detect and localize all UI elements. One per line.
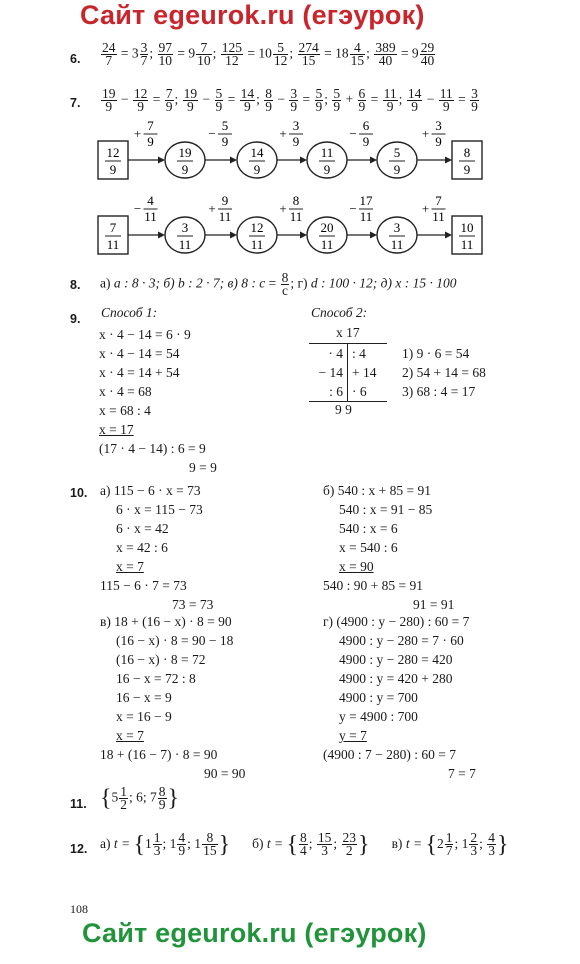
equation-line: (16 − x) · 8 = 72	[116, 652, 206, 667]
chain-node-denominator: 11	[320, 237, 334, 252]
method-2-step: 2) 54 + 14 = 68	[402, 365, 486, 380]
chain-op-denominator: 11	[432, 209, 445, 224]
improper-fraction: $\frac{389}{40}$	[375, 40, 396, 68]
chain-arrowhead	[230, 232, 237, 239]
fraction: $\frac{4}{3}$	[488, 830, 495, 858]
chain-op-denominator: 11	[289, 209, 303, 224]
equation-line: x = 16 − 9	[116, 709, 172, 724]
chain-node-numerator: 10	[460, 220, 474, 235]
chain-op-denominator: 9	[147, 134, 154, 149]
equation-line: (4900 : 7 − 280) : 60 = 7	[323, 747, 456, 762]
mixed-fraction-part: $\frac{3}{7}$	[140, 40, 148, 68]
exercise-number-6: 6.	[70, 52, 81, 66]
fraction: $\frac{1}{3}$	[153, 830, 161, 858]
method-1-title: Способ 1:	[101, 305, 158, 320]
chain-arrowhead	[300, 157, 307, 164]
chain-op-sign: −	[349, 126, 357, 141]
chain-node-denominator: 11	[106, 237, 120, 252]
fraction: $\frac{3}{9}$	[290, 86, 298, 114]
exercise-6-line: $\frac{24}{7}$ = 3 $\frac{3}{7}$ ; $\frac{97}{10}$ = 9 $\frac{7}{10}$ ; $\frac{125}{12}$ = 10 $\frac{5}{12}$ ; $\frac{274}{15}$ = 18 $\frac{4}{15}$ ; $\frac{389}{40}$ = 9 $\frac{29}{40}$	[102, 40, 435, 68]
fraction: $\frac{8}{15}$	[203, 830, 217, 858]
method-2-left	[315, 344, 343, 401]
equation-line: 16 − x = 72 : 8	[116, 671, 196, 686]
fraction: $\frac{15}{3}$	[317, 830, 332, 858]
chain-op-sign: +	[279, 201, 287, 216]
chain-node-denominator: 9	[253, 162, 261, 177]
chain-node-denominator: 9	[393, 162, 401, 177]
page-number: 108	[70, 902, 88, 916]
fraction: $\frac{14}{9}$	[407, 86, 422, 114]
equation-line: 4900 : y = 700	[339, 690, 418, 705]
chain-op-denominator: 11	[218, 209, 232, 224]
equation-line: 6 · x = 115 − 73	[116, 502, 203, 517]
equation-line: 115 − 6 · 7 = 73	[100, 578, 187, 593]
exercise-12-b: б) t = { $\frac{8}{4}$ ; $\frac{15}{3}$ ; $\frac{23}{2}$ }	[252, 830, 370, 858]
chain-arrowhead	[445, 232, 452, 239]
mixed-fraction-part: $\frac{4}{15}$	[350, 40, 365, 68]
equation-line: в) 18 + (16 − x) · 8 = 90	[100, 614, 232, 629]
method-1-line: x = 17	[99, 422, 134, 437]
improper-fraction: $\frac{274}{15}$	[298, 40, 319, 68]
improper-fraction: $\frac{125}{12}$	[221, 40, 243, 68]
chain-node-denominator: 11	[250, 237, 264, 252]
equation-line: 7 = 7	[448, 766, 476, 781]
chain-op-sign: +	[421, 126, 430, 141]
chain-op-sign: −	[133, 201, 142, 216]
fraction: $\frac{7}{9}$	[165, 86, 173, 114]
equation-line: 73 = 73	[172, 597, 214, 612]
method-2-step: 1) 9 · 6 = 54	[402, 346, 470, 361]
exercise-number-12: 12.	[70, 842, 88, 856]
exercise-12-line	[100, 832, 531, 857]
chain-node-numerator: 12	[106, 145, 120, 160]
chain-op-sign: +	[421, 201, 430, 216]
method-2-step: 3) 68 : 4 = 17	[402, 384, 476, 399]
equation-line: 16 − x = 9	[116, 690, 172, 705]
chain-node-denominator: 11	[178, 237, 192, 252]
chain-op-denominator: 9	[292, 134, 300, 149]
chain-node-numerator: 11	[320, 145, 334, 160]
chain-op-numerator: 4	[147, 193, 154, 208]
site-banner-bottom: Сайт egeurok.ru (егэурок)	[82, 918, 427, 948]
chain-node-denominator: 9	[109, 162, 117, 177]
chain-op-denominator: 11	[144, 209, 157, 224]
method-2-steps	[402, 344, 486, 401]
fraction: $\frac{6}{9}$	[358, 86, 366, 114]
equation-line: 91 = 91	[413, 597, 455, 612]
exercise-10-a	[100, 481, 213, 614]
exercise-7-line: $\frac{19}{9}$ − $\frac{12}{9}$ = $\frac{7}{9}$ ; $\frac{19}{9}$ − $\frac{5}{9}$ = $\frac{14}{9}$ ; $\frac{8}{9}$ − $\frac{3}{9}$ = $\frac{5}{9}$ ; $\frac{5}{9}$ + $\frac{6}{9}$ = $\frac{11}{9}$ ; $\frac{14}{9}$ − $\frac{11}{9}$ = $\frac{3}{9}$	[102, 86, 478, 114]
fraction: $\frac{19}{9}$	[183, 86, 198, 114]
equation-line: 4900 : y = 420 + 280	[339, 671, 453, 686]
method-1-lines	[99, 325, 217, 477]
equation-line: 90 = 90	[204, 766, 246, 781]
chain-op-denominator: 9	[362, 134, 370, 149]
chain-node-numerator: 14	[250, 145, 264, 160]
chain-node-numerator: 7	[109, 220, 117, 235]
method-2-left-op: − 14	[318, 365, 343, 380]
chain-op-sign: −	[349, 201, 357, 216]
method-1-line: x · 4 − 14 = 54	[99, 346, 180, 361]
fraction: $\frac{19}{9}$	[102, 86, 116, 114]
fraction: $\frac{5}{9}$	[315, 86, 323, 114]
chain-op-sign: +	[208, 201, 216, 216]
fraction: $\frac{12}{9}$	[133, 86, 148, 114]
equation-line: г) (4900 : y − 280) : 60 = 7	[323, 614, 470, 629]
equation-line: 4900 : y − 280 = 7 · 60	[339, 633, 464, 648]
fraction: $\frac{3}{9}$	[471, 86, 478, 114]
fraction: $\frac{5}{9}$	[215, 86, 223, 114]
chain-arrowhead	[158, 232, 165, 239]
mixed-fraction-part: $\frac{7}{10}$	[197, 40, 211, 68]
mixed-fraction-part: $\frac{29}{40}$	[420, 40, 435, 68]
method-1-line: (17 · 4 − 14) : 6 = 9	[99, 441, 206, 456]
method-1-line: x = 68 : 4	[99, 403, 151, 418]
exercise-number-10: 10.	[70, 486, 88, 500]
chain-op-numerator: 9	[221, 193, 229, 208]
exercise-number-7: 7.	[70, 96, 81, 110]
equation-line: б) 540 : x + 85 = 91	[323, 483, 431, 498]
fraction: $\frac{23}{2}$	[342, 830, 357, 858]
method-2-right-op: : 4	[352, 346, 366, 361]
chain-arrowhead	[300, 232, 307, 239]
chain-node-numerator: 8	[463, 145, 471, 160]
chain-op-sign: +	[279, 126, 287, 141]
exercise-number-11: 11.	[70, 797, 87, 811]
exercise-8-line: а) a : 8 · 3; б) b : 2 · 7; в) 8 : c = $\frac{8}{c}$ ; г) d : 100 · 12; д) x : 15 · 100	[100, 270, 457, 298]
chain-node-denominator: 11	[460, 237, 474, 252]
equation-line: 6 · x = 42	[116, 521, 169, 536]
chain-node-numerator: 3	[393, 220, 401, 235]
chain-node-denominator: 11	[390, 237, 404, 252]
equation-line: а) 115 − 6 · x = 73	[100, 483, 201, 498]
equation-line: 540 : x = 6	[339, 521, 398, 536]
chain-op-numerator: 7	[435, 193, 442, 208]
chain-arrowhead	[370, 232, 377, 239]
method-2-result: 9 9	[335, 402, 352, 417]
equation-line: y = 4900 : 700	[339, 709, 418, 724]
equation-line: (16 − x) · 8 = 90 − 18	[116, 633, 234, 648]
exercise-12-a: а) t = {1 $\frac{1}{3}$ ; 1 $\frac{4}{9}$ ; 1 $\frac{8}{15}$ }	[100, 830, 231, 858]
chain-op-numerator: 3	[292, 118, 300, 133]
equation-line: 540 : x = 91 − 85	[339, 502, 433, 517]
exercise-12-v: в) t = {2 $\frac{1}{7}$ ; 1 $\frac{2}{3}$ ; $\frac{4}{3}$ }	[391, 830, 509, 858]
chain-node-numerator: 5	[393, 145, 401, 160]
chain-op-denominator: 9	[435, 134, 442, 149]
method-2-right	[352, 344, 377, 401]
fraction: $\frac{8}{4}$	[300, 830, 307, 858]
method-2-right-op: + 14	[352, 365, 377, 380]
exercise-10-b	[323, 481, 454, 614]
method-2-divider	[347, 343, 348, 401]
chain-op-numerator: 3	[435, 118, 442, 133]
site-banner-top: Сайт egeurok.ru (егэурок)	[80, 0, 425, 30]
chain-arrowhead	[230, 157, 237, 164]
method-1-line: x · 4 = 68	[99, 384, 152, 399]
fraction: $\frac{2}{3}$	[470, 830, 478, 858]
chain-node-numerator: 3	[181, 220, 189, 235]
exercise-10-v	[100, 612, 245, 783]
fraction: $\frac{1}{7}$	[445, 830, 453, 858]
exercise-7-chains	[95, 118, 495, 268]
method-1-line: 9 = 9	[189, 460, 217, 475]
chain-op-numerator: 8	[292, 193, 300, 208]
fraction: $\frac{4}{9}$	[178, 830, 186, 858]
chain-node-denominator: 9	[463, 162, 471, 177]
chain-arrowhead	[445, 157, 452, 164]
improper-fraction: $\frac{97}{10}$	[158, 40, 173, 68]
exercise-number-9: 9.	[70, 312, 81, 326]
equation-line: x = 42 : 6	[116, 540, 168, 555]
chain-op-denominator: 11	[359, 209, 373, 224]
chain-op-numerator: 6	[362, 118, 370, 133]
method-2-right-op: · 6	[352, 384, 367, 399]
chain-node-denominator: 9	[181, 162, 189, 177]
method-1-line: x · 4 = 14 + 54	[99, 365, 180, 380]
equation-line: x = 7	[116, 728, 144, 743]
exercise-11-answer: {5 $\frac{1}{2}$ ; 6; 7 $\frac{8}{9}$ }	[100, 784, 180, 812]
exercise-number-8: 8.	[70, 278, 81, 292]
method-2-left-op: · 4	[328, 346, 343, 361]
chain-op-sign: +	[133, 126, 142, 141]
equation-line: 540 : 90 + 85 = 91	[323, 578, 423, 593]
method-2-header: x 17	[336, 325, 360, 340]
fraction: $\frac{8}{9}$	[265, 86, 273, 114]
improper-fraction: $\frac{24}{7}$	[102, 40, 116, 68]
chain-node-numerator: 19	[178, 145, 192, 160]
chain-arrowhead	[158, 157, 165, 164]
chain-node-numerator: 20	[320, 220, 334, 235]
chain-op-numerator: 7	[147, 118, 154, 133]
exercise-10-g	[323, 612, 476, 783]
equation-line: x = 7	[116, 559, 144, 574]
method-1-line: x · 4 − 14 = 6 · 9	[99, 327, 191, 342]
chain-op-sign: −	[208, 126, 216, 141]
chain-arrowhead	[370, 157, 377, 164]
equation-line: x = 90	[339, 559, 374, 574]
chain-op-denominator: 9	[221, 134, 229, 149]
fraction: $\frac{14}{9}$	[240, 86, 255, 114]
equation-line: 4900 : y − 280 = 420	[339, 652, 453, 667]
chain-node-denominator: 9	[323, 162, 331, 177]
method-2-title: Способ 2:	[311, 305, 368, 320]
mixed-fraction-part: $\frac{5}{12}$	[273, 40, 288, 68]
chain-op-numerator: 17	[359, 193, 373, 208]
chain-node-numerator: 12	[250, 220, 264, 235]
equation-line: x = 540 : 6	[339, 540, 398, 555]
chain-op-numerator: 5	[221, 118, 229, 133]
fraction: $\frac{11}{9}$	[383, 86, 397, 114]
equation-line: y = 7	[339, 728, 367, 743]
fraction: $\frac{11}{9}$	[439, 86, 453, 114]
equation-line: 18 + (16 − 7) · 8 = 90	[100, 747, 218, 762]
fraction: $\frac{5}{9}$	[333, 86, 341, 114]
method-2-left-op: : 6	[329, 384, 343, 399]
